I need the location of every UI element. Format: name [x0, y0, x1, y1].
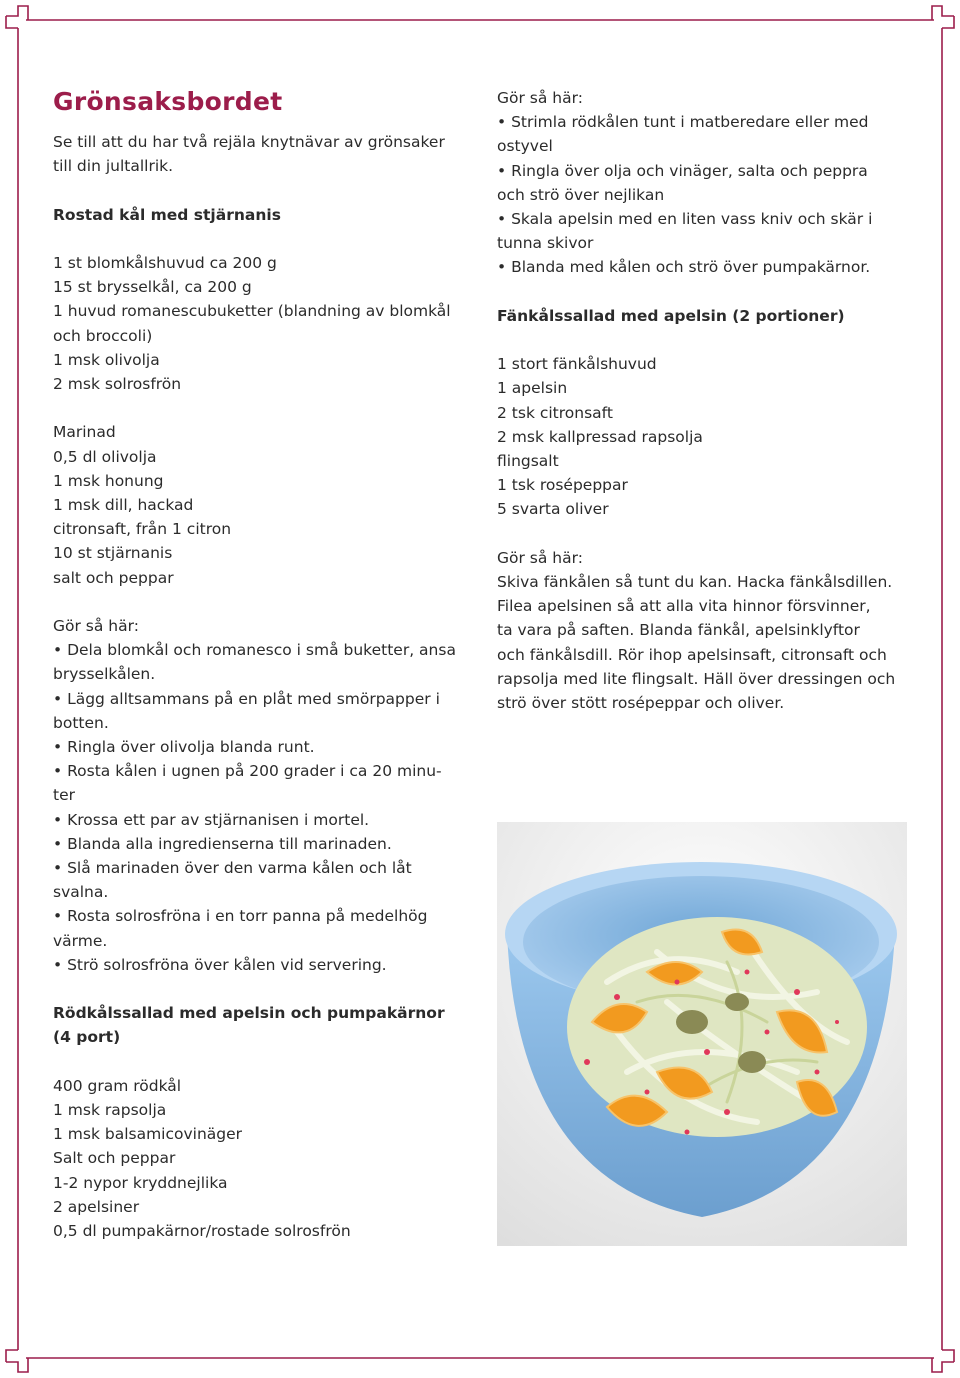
method-line: • Blanda alla ingredienserna till marinaden. [53, 834, 392, 853]
ingredient-line: 2 tsk citronsaft [497, 403, 613, 422]
method-line: • Strimla rödkålen tunt i matberedare eller med [497, 113, 869, 132]
method-line: • Skala apelsin med en liten vass kniv och skär i [497, 210, 873, 229]
intro-line: till din jultallrik. [53, 157, 174, 176]
ingredient-line: 1-2 nypor kryddnejlika [53, 1173, 228, 1192]
marinade-line: citronsaft, från 1 citron [53, 520, 232, 539]
method-line: Skiva fänkålen så tunt du kan. Hacka fänkålsdillen. [497, 573, 893, 592]
ingredient-line: 1 msk balsamicovinäger [53, 1125, 243, 1144]
method-line: Filea apelsinen så att alla vita hinnor försvinner, [497, 597, 871, 616]
ingredient-line: Salt och peppar [53, 1149, 176, 1168]
ingredient-line: 2 msk solrosfrön [53, 375, 182, 393]
ingredient-line: 2 apelsiner [53, 1197, 140, 1216]
method-line: • Ringla över olivolja blanda runt. [53, 738, 315, 757]
method-label: Gör så här: [53, 617, 139, 635]
left-column [53, 86, 473, 1243]
method-line: värme. [53, 931, 108, 950]
method-label: Gör så här: [497, 89, 583, 107]
marinade-line: salt och peppar [53, 568, 174, 587]
marinade-line: 1 msk dill, hackad [53, 496, 194, 514]
ingredient-line: 0,5 dl pumpakärnor/rostade solrosfrön [53, 1222, 351, 1241]
ingredient-line: 5 svarta oliver [497, 500, 609, 519]
marinade-label: Marinad [53, 423, 116, 442]
method-line: • Ringla över olja och vinäger, salta och peppra [497, 161, 868, 180]
method-line: ostyvel [497, 137, 553, 156]
method-line: strö över stött rosépeppar och oliver. [497, 694, 785, 713]
ingredient-line: flingsalt [497, 452, 559, 471]
ingredient-line: 2 msk kallpressad rapsolja [497, 427, 703, 446]
method-line: brysselkålen. [53, 665, 156, 684]
rodkal-heading: Rödkålssallad med apelsin och pumpakärnor [53, 1004, 445, 1023]
method-line: tunna skivor [497, 234, 594, 253]
ingredient-line: 400 gram rödkål [53, 1076, 182, 1095]
ingredient-line: och broccoli) [53, 326, 153, 345]
method-line: • Dela blomkål och romanesco i små buketter, ansa [53, 641, 456, 660]
rodkal-heading: (4 port) [53, 1028, 121, 1047]
right-column [497, 86, 917, 715]
ingredient-line: 15 st brysselkål, ca 200 g [53, 278, 252, 297]
method-line: • Lägg alltsammans på en plåt med smörpapper i [53, 689, 440, 708]
ingredient-line: 1 huvud romanescubuketter (blandning av blomkål [53, 302, 451, 321]
method-line: • Krossa ett par av stjärnanisen i mortel. [53, 810, 370, 829]
method-line: • Slå marinaden över den varma kålen och låt [53, 859, 412, 878]
method-line: rapsolja med lite flingsalt. Häll över dressingen och [497, 669, 896, 688]
method-label: Gör så här: [497, 548, 583, 567]
method-line: ta vara på saften. Blanda fänkål, apelsinklyftor [497, 621, 860, 640]
ingredient-line: 1 apelsin [497, 379, 568, 398]
method-line: och strö över nejlikan [497, 185, 665, 204]
method-line: • Rosta solrosfröna i en torr panna på medelhög [53, 907, 428, 926]
method-line: botten. [53, 713, 109, 732]
ingredient-line: 1 st blomkålshuvud ca 200 g [53, 253, 277, 272]
salad-icon [567, 917, 867, 1137]
method-line: och fänkålsdill. Rör ihop apelsinsaft, citronsaft och [497, 645, 887, 664]
ingredient-line: 1 msk rapsolja [53, 1101, 167, 1120]
salad-photo [497, 822, 907, 1246]
intro-line: Se till att du har två rejäla knytnävar av grönsaker [53, 133, 445, 151]
method-line: • Blanda med kålen och strö över pumpakärnor. [497, 258, 871, 277]
marinade-line: 10 st stjärnanis [53, 544, 173, 563]
marinade-line: 1 msk honung [53, 471, 164, 490]
method-line: • Rosta kålen i ugnen på 200 grader i ca 20 minu- [53, 762, 442, 781]
ingredient-line: 1 stort fänkålshuvud [497, 355, 657, 374]
marinade-line: 0,5 dl olivolja [53, 447, 157, 466]
method-line: svalna. [53, 883, 109, 902]
method-line: ter [53, 786, 75, 805]
ingredient-line: 1 msk olivolja [53, 350, 160, 369]
ingredient-line: 1 tsk rosépeppar [497, 476, 628, 495]
method-line: • Strö solrosfröna över kålen vid servering. [53, 955, 387, 974]
fankal-heading: Fänkålssallad med apelsin (2 portioner) [497, 306, 845, 325]
rostad-heading: Rostad kål med stjärnanis [53, 205, 281, 224]
page-title: Grönsaksbordet [53, 87, 283, 116]
